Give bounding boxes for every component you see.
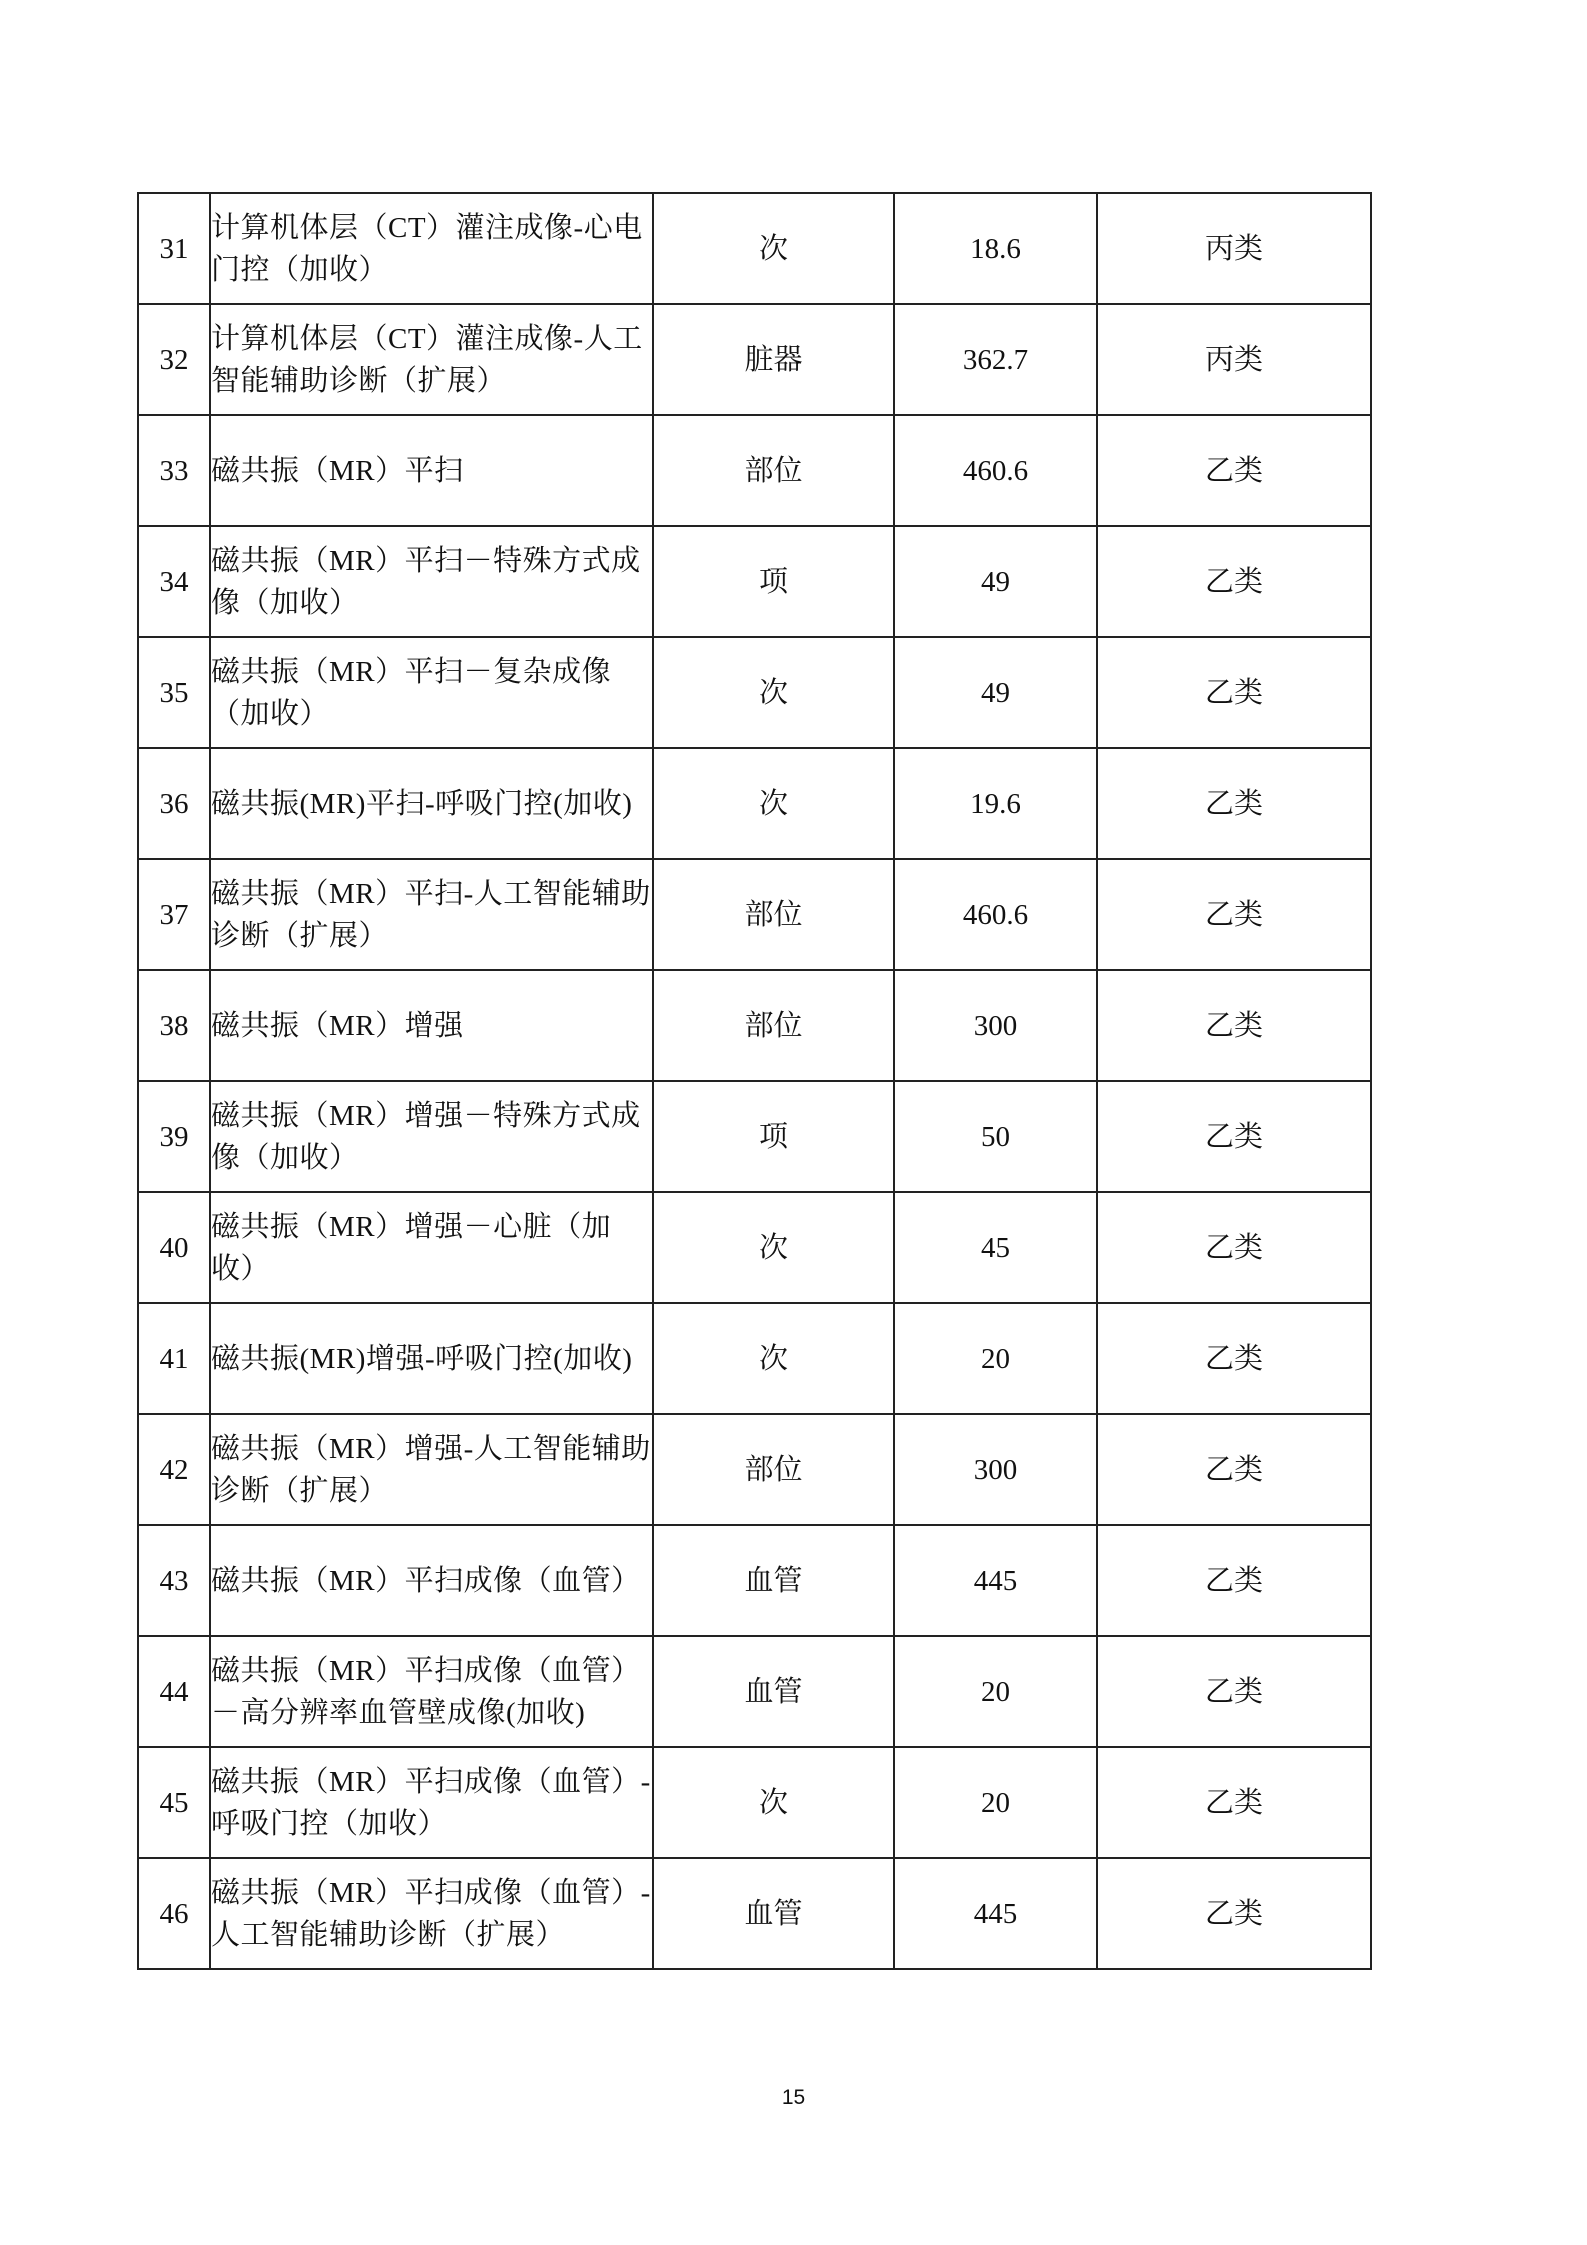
item-price: 50 xyxy=(894,1081,1097,1192)
item-price: 20 xyxy=(894,1747,1097,1858)
item-unit: 项 xyxy=(653,1081,894,1192)
table-row xyxy=(138,1303,1371,1414)
item-category: 乙类 xyxy=(1097,1525,1371,1636)
row-number: 45 xyxy=(138,1747,210,1858)
item-price: 19.6 xyxy=(894,748,1097,859)
item-price: 300 xyxy=(894,1414,1097,1525)
item-name: 磁共振（MR）平扫成像（血管）-呼吸门控（加收） xyxy=(210,1747,653,1858)
item-unit: 部位 xyxy=(653,415,894,526)
item-unit: 血管 xyxy=(653,1858,894,1969)
table-row xyxy=(138,970,1371,1081)
row-number: 39 xyxy=(138,1081,210,1192)
row-number: 46 xyxy=(138,1858,210,1969)
item-price: 49 xyxy=(894,526,1097,637)
item-price: 20 xyxy=(894,1303,1097,1414)
row-number: 37 xyxy=(138,859,210,970)
item-category: 乙类 xyxy=(1097,1636,1371,1747)
item-name: 磁共振（MR）增强 xyxy=(210,970,653,1081)
table-row xyxy=(138,1081,1371,1192)
item-category: 丙类 xyxy=(1097,304,1371,415)
table-row xyxy=(138,193,1371,304)
item-unit: 部位 xyxy=(653,1414,894,1525)
row-number: 32 xyxy=(138,304,210,415)
item-unit: 项 xyxy=(653,526,894,637)
item-category: 乙类 xyxy=(1097,1747,1371,1858)
row-number: 40 xyxy=(138,1192,210,1303)
item-name: 磁共振(MR)增强-呼吸门控(加收) xyxy=(210,1303,653,1414)
item-unit: 血管 xyxy=(653,1636,894,1747)
table-row xyxy=(138,415,1371,526)
item-price: 18.6 xyxy=(894,193,1097,304)
item-name: 磁共振（MR）平扫－特殊方式成像（加收） xyxy=(210,526,653,637)
item-category: 乙类 xyxy=(1097,526,1371,637)
item-unit: 次 xyxy=(653,748,894,859)
item-name: 磁共振（MR）平扫成像（血管）－高分辨率血管壁成像(加收) xyxy=(210,1636,653,1747)
item-price: 460.6 xyxy=(894,859,1097,970)
item-unit: 脏器 xyxy=(653,304,894,415)
item-category: 乙类 xyxy=(1097,1414,1371,1525)
table-row xyxy=(138,1747,1371,1858)
item-unit: 次 xyxy=(653,193,894,304)
table-row xyxy=(138,859,1371,970)
item-name: 磁共振（MR）平扫成像（血管） xyxy=(210,1525,653,1636)
item-category: 乙类 xyxy=(1097,859,1371,970)
item-price: 45 xyxy=(894,1192,1097,1303)
item-category: 乙类 xyxy=(1097,637,1371,748)
item-price: 20 xyxy=(894,1636,1097,1747)
item-category: 乙类 xyxy=(1097,415,1371,526)
item-name: 磁共振（MR）增强－特殊方式成像（加收） xyxy=(210,1081,653,1192)
row-number: 31 xyxy=(138,193,210,304)
item-name: 计算机体层（CT）灌注成像-心电门控（加收） xyxy=(210,193,653,304)
row-number: 44 xyxy=(138,1636,210,1747)
item-name: 磁共振（MR）平扫 xyxy=(210,415,653,526)
item-unit: 血管 xyxy=(653,1525,894,1636)
item-category: 乙类 xyxy=(1097,970,1371,1081)
row-number: 38 xyxy=(138,970,210,1081)
table-row xyxy=(138,637,1371,748)
table-row xyxy=(138,748,1371,859)
item-category: 乙类 xyxy=(1097,1192,1371,1303)
item-price: 49 xyxy=(894,637,1097,748)
row-number: 34 xyxy=(138,526,210,637)
row-number: 43 xyxy=(138,1525,210,1636)
item-unit: 次 xyxy=(653,1192,894,1303)
table-row xyxy=(138,1192,1371,1303)
item-price: 460.6 xyxy=(894,415,1097,526)
item-price: 362.7 xyxy=(894,304,1097,415)
row-number: 35 xyxy=(138,637,210,748)
table-row xyxy=(138,1858,1371,1969)
item-unit: 次 xyxy=(653,637,894,748)
item-category: 乙类 xyxy=(1097,1081,1371,1192)
item-name: 磁共振（MR）平扫-人工智能辅助诊断（扩展） xyxy=(210,859,653,970)
row-number: 33 xyxy=(138,415,210,526)
item-price: 445 xyxy=(894,1525,1097,1636)
page-number: 15 xyxy=(781,2086,806,2109)
table-row xyxy=(138,1636,1371,1747)
table-row xyxy=(138,1414,1371,1525)
table-row xyxy=(138,1525,1371,1636)
row-number: 41 xyxy=(138,1303,210,1414)
row-number: 42 xyxy=(138,1414,210,1525)
item-unit: 部位 xyxy=(653,859,894,970)
item-category: 乙类 xyxy=(1097,1303,1371,1414)
item-name: 磁共振（MR）增强-人工智能辅助诊断（扩展） xyxy=(210,1414,653,1525)
table-row xyxy=(138,304,1371,415)
item-name: 磁共振（MR）平扫－复杂成像（加收） xyxy=(210,637,653,748)
item-name: 计算机体层（CT）灌注成像-人工智能辅助诊断（扩展） xyxy=(210,304,653,415)
item-category: 乙类 xyxy=(1097,748,1371,859)
item-unit: 次 xyxy=(653,1747,894,1858)
row-number: 36 xyxy=(138,748,210,859)
item-unit: 部位 xyxy=(653,970,894,1081)
table-row xyxy=(138,526,1371,637)
item-category: 乙类 xyxy=(1097,1858,1371,1969)
item-name: 磁共振(MR)平扫-呼吸门控(加收) xyxy=(210,748,653,859)
item-unit: 次 xyxy=(653,1303,894,1414)
item-category: 丙类 xyxy=(1097,193,1371,304)
item-price: 445 xyxy=(894,1858,1097,1969)
item-price: 300 xyxy=(894,970,1097,1081)
item-name: 磁共振（MR）平扫成像（血管）-人工智能辅助诊断（扩展） xyxy=(210,1858,653,1969)
fee-table xyxy=(137,192,1372,1970)
item-name: 磁共振（MR）增强－心脏（加收） xyxy=(210,1192,653,1303)
